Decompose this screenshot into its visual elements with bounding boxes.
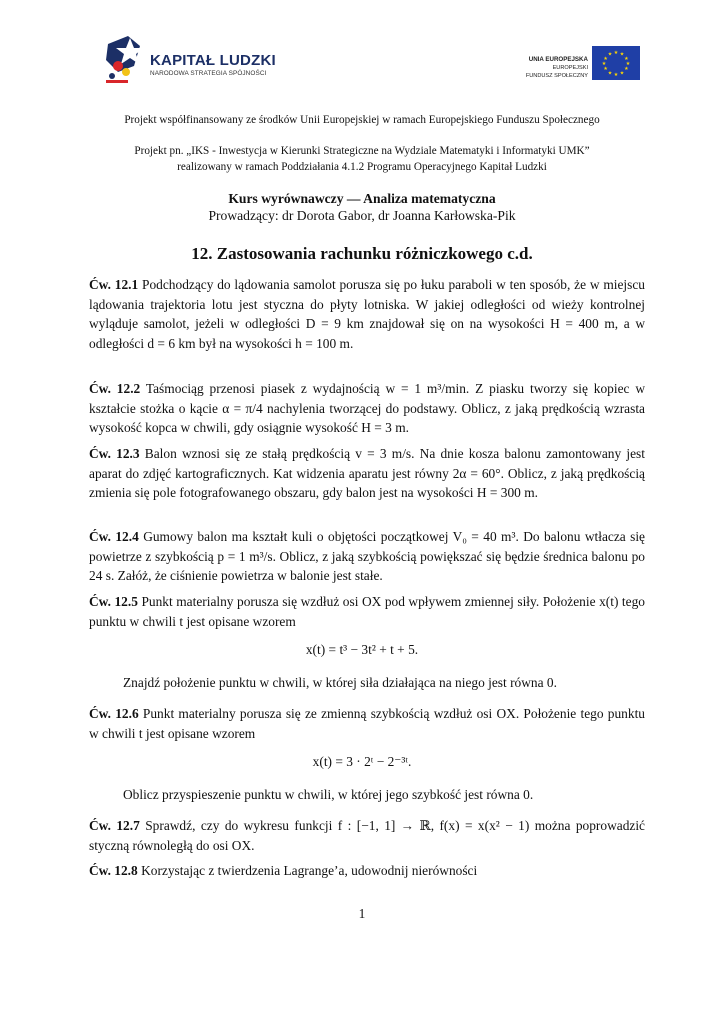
kapital-ludzki-subtitle: NARODOWA STRATEGIA SPÓJNOŚCI: [150, 70, 267, 77]
exercise-text: Gumowy balon ma kształt kuli o objętości początkowej V₀ = 40 m³. Do balonu wtłacza się powietrze z szybkością p = 1 m³/s. Oblicz, z jaką szybkością powiększać się będzie średnica balonu po 24 s. Załóż, że ciśnienie powietrza w balonie jest stałe.: [89, 529, 645, 583]
eu-line3: FUNDUSZ SPOŁECZNY: [525, 73, 588, 79]
exercise-12-4: [89, 527, 645, 586]
exercise-12-3: [89, 444, 645, 503]
eu-line1: UNIA EUROPEJSKA: [528, 56, 588, 63]
exercise-label: Ćw. 12.5: [89, 594, 138, 609]
kapital-ludzki-logo: [104, 36, 284, 86]
exercise-label: Ćw. 12.3: [89, 446, 140, 461]
svg-text:★: ★: [601, 61, 607, 67]
eu-logo-text: [526, 56, 588, 80]
exercise-label: Ćw. 12.4: [89, 529, 139, 544]
exercise-text: Sprawdź, czy do wykresu funkcji f : [−1, 1] → ℝ, f(x) = x(x² − 1) można poprowadzić styczną równoległą do osi OX.: [89, 818, 645, 853]
project-line-1: Projekt pn. „IKS - Inwestycja w Kierunki Strategiczne na Wydziale Matematyki i Informatyki UMK”: [134, 145, 590, 157]
eu-logo: [500, 46, 640, 86]
exercise-text: Podchodzący do lądowania samolot porusza się po łuku paraboli w ten sposób, że w miejscu lądowania trajektoria lotu jest styczna do płyty lotniska. W jakiej odległości od wieży kontrolnej wyląduje samolot, jeżeli w odległości D = 9 km znajdował się on na wysokości H = 400 m, a w odległości d = 6 km był na wysokości h = 100 m.: [89, 277, 645, 351]
exercise-12-5: [89, 592, 645, 631]
svg-text:★: ★: [613, 72, 619, 78]
svg-text:★: ★: [619, 51, 625, 58]
exercise-12-7: [89, 816, 645, 855]
svg-text:★: ★: [603, 56, 608, 62]
exercise-12-6: [89, 704, 645, 743]
svg-text:★: ★: [613, 50, 619, 56]
page-number: 1: [358, 906, 366, 921]
svg-text:★: ★: [625, 61, 631, 67]
course-title: Kurs wyrównawczy — Analiza matematyczna: [228, 191, 496, 206]
formula-12-6: x(t) = 3 · 2ᵗ − 2⁻³ᵗ.: [312, 754, 412, 769]
course-teachers: Prowadzący: dr Dorota Gabor, dr Joanna Karłowska-Pik: [208, 208, 516, 223]
svg-text:★: ★: [619, 70, 625, 77]
svg-text:★: ★: [624, 56, 629, 62]
exercise-text: Korzystając z twierdzenia Lagrange’a, udowodnij nierówności: [141, 863, 478, 878]
eu-line2: EUROPEJSKI: [552, 65, 588, 71]
project-line-2: realizowany w ramach Poddziałania 4.1.2 Programu Operacyjnego Kapitał Ludzki: [177, 161, 547, 173]
eu-flag-icon: [592, 46, 640, 80]
kapital-ludzki-star-icon: [104, 36, 144, 84]
exercise-label: Ćw. 12.2: [89, 381, 141, 396]
svg-text:★: ★: [603, 66, 608, 72]
exercise-12-8: [89, 861, 645, 881]
svg-text:★: ★: [624, 66, 629, 72]
formula-12-5: x(t) = t³ − 3t² + t + 5.: [305, 642, 419, 657]
exercise-text: Punkt materialny porusza się ze zmienną szybkością wzdłuż osi OX. Położenie tego punktu w chwili t jest opisane wzorem: [89, 706, 645, 741]
exercise-text: Balon wznosi się ze stałą prędkością v = 3 m/s. Na dnie kosza balonu zamontowany jest aparat do zdjęć kartograficznych. Kat widzenia aparatu jest równy 2α = 60°. Oblicz, z jaką prędkością zmienia się pole fotografowanego obszaru, gdy balon jest na wysokości H = 300 m.: [89, 446, 645, 500]
exercise-text: Taśmociąg przenosi piasek z wydajnością w = 1 m³/min. Z piasku tworzy się kopiec w kształcie stożka o kącie α = π/4 nachylenia tworzącej do podstawy. Oblicz, z jaką prędkością wzrasta wysokość kopca w chwili, gdy osiągnie wysokość H = 3 m.: [89, 381, 645, 435]
exercise-12-1: [89, 275, 645, 353]
exercise-12-2: [89, 379, 645, 438]
cofinanced-note: Projekt współfinansowany ze środków Unii Europejskiej w ramach Europejskiego Funduszu Społecznego: [124, 114, 600, 126]
section-title: 12. Zastosowania rachunku różniczkowego c.d.: [191, 244, 533, 263]
svg-text:★: ★: [607, 51, 613, 58]
exercise-12-6-task: Oblicz przyspieszenie punktu w chwili, w której jego szybkość jest równa 0.: [123, 787, 534, 802]
exercise-label: Ćw. 12.7: [89, 818, 140, 833]
exercise-label: Ćw. 12.1: [89, 277, 139, 292]
exercise-label: Ćw. 12.6: [89, 706, 139, 721]
exercise-12-5-task: Znajdź położenie punktu w chwili, w której siła działająca na niego jest równa 0.: [123, 675, 557, 690]
svg-text:★: ★: [607, 70, 613, 77]
kapital-ludzki-title: KAPITAŁ LUDZKI: [150, 52, 276, 69]
exercise-label: Ćw. 12.8: [89, 863, 138, 878]
exercise-text: Punkt materialny porusza się wzdłuż osi OX pod wpływem zmiennej siły. Położenie x(t) tego punktu w chwili t jest opisane wzorem: [89, 594, 645, 629]
